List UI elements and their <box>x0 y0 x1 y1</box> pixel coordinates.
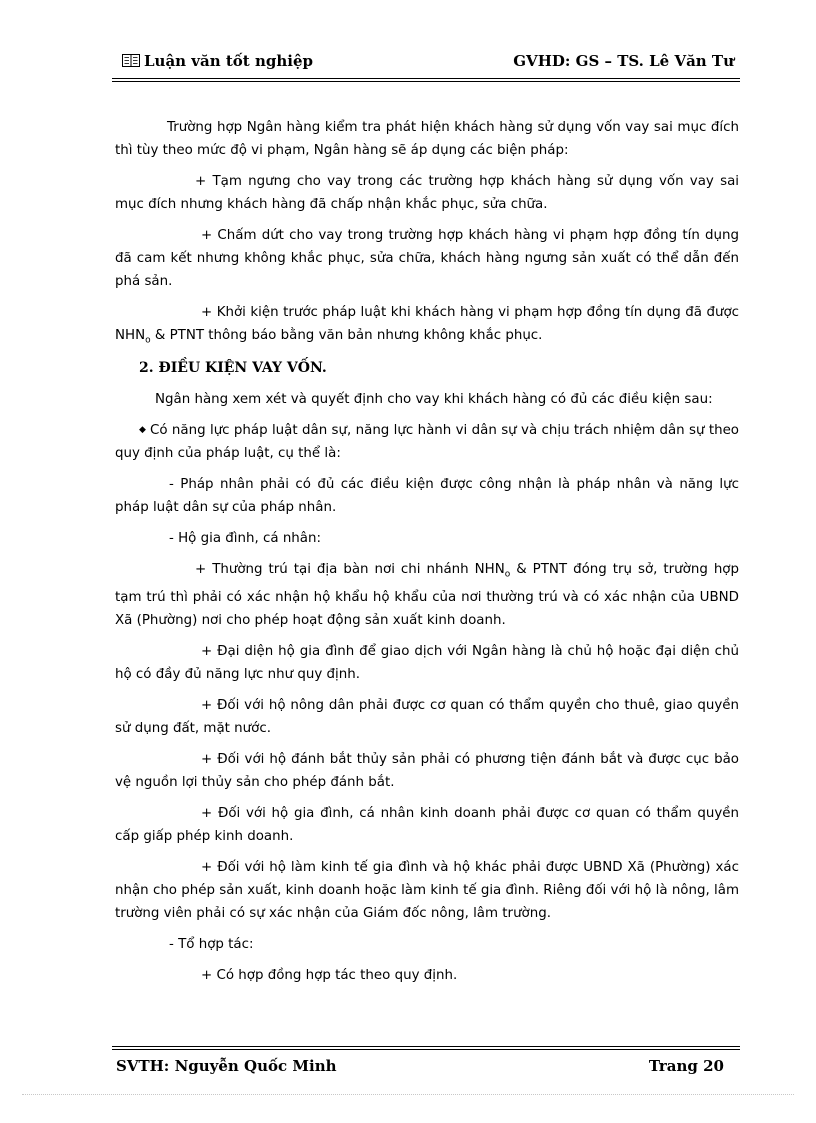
section-heading: 2. ĐIỀU KIỆN VAY VỐN. <box>139 359 327 376</box>
page-edge-dotted-line <box>22 1094 794 1095</box>
paragraph: Ngân hàng xem xét và quyết định cho vay khi khách hàng có đủ các điều kiện sau: <box>155 391 713 407</box>
header-rule-bottom <box>112 81 740 82</box>
footer-rule-bottom <box>112 1049 740 1050</box>
page-number: Trang 20 <box>648 1057 724 1075</box>
subscript: o <box>504 569 511 580</box>
paragraph: + Tạm ngưng cho vay trong các trường hợp khách hàng sử dụng vốn vay sai mục đích nhưng khách hàng đã chấp nhận khắc phục, sửa chữa. <box>115 174 739 212</box>
paragraph: + Đại diện hộ gia đình để giao dịch với Ngân hàng là chủ hộ hoặc đại diện chủ hộ có đầy đủ năng lực như quy định. <box>115 644 739 683</box>
paragraph: - Tổ hợp tác: <box>169 937 254 953</box>
header-left <box>122 52 313 70</box>
text-run: & PTNT thông báo bằng văn bản nhưng không khắc phục. <box>150 328 543 343</box>
paragraph: + Đối với hộ nông dân phải được cơ quan có thẩm quyền cho thuê, giao quyền sử dụng đất, mặt nước. <box>115 698 739 737</box>
paragraph: - Pháp nhân phải có đủ các điều kiện được công nhận là pháp nhân và năng lực pháp luật dân sự của pháp nhân. <box>115 476 739 515</box>
text-run: & PTNT đóng trụ sở, trường hợp tạm trú thì phải có xác nhận hộ khẩu hộ khẩu của nơi thường trú và có xác nhận của UBND Xã (Phường) nơi cho phép hoạt động sản xuất kinh doanh. <box>115 561 739 629</box>
advisor-name: GVHD: GS – TS. Lê Văn Tư <box>513 52 734 70</box>
page-footer <box>112 1057 738 1077</box>
paragraph: + Đối với hộ đánh bắt thủy sản phải có phương tiện đánh bắt và được cục bảo vệ nguồn lợi thủy sản cho phép đánh bắt. <box>115 752 739 791</box>
paragraph <box>115 558 739 633</box>
diamond-bullet-icon: ◆ <box>139 424 147 435</box>
paragraph: + Có hợp đồng hợp tác theo quy định. <box>201 968 458 984</box>
paragraph: Trường hợp Ngân hàng kiểm tra phát hiện khách hàng sử dụng vốn vay sai mục đích thì tùy theo mức độ vi phạm, Ngân hàng sẽ áp dụng các biện pháp: <box>115 120 739 158</box>
header-rule-top <box>112 78 740 79</box>
paragraph: + Đối với hộ làm kinh tế gia đình và hộ khác phải được UBND Xã (Phường) xác nhận cho phép sản xuất, kinh doanh hoặc làm kinh tế gia đình. Riêng đối với hộ là nông, lâm trường viên phải có sự xác nhận của Giám đốc nông, lâm trường. <box>115 860 739 922</box>
book-icon <box>122 54 140 67</box>
text-run: + Khởi kiện trước pháp luật khi khách hàng vi phạm hợp đồng tín dụng đã được NHN <box>115 305 739 343</box>
paragraph: - Hộ gia đình, cá nhân: <box>169 530 321 546</box>
paragraph <box>115 419 739 465</box>
footer-rule-top <box>112 1046 740 1047</box>
subscript: o <box>145 335 151 346</box>
text-run: + Thường trú tại địa bàn nơi chi nhánh NHN <box>195 561 505 577</box>
page-header <box>112 50 738 74</box>
paragraph: + Đối với hộ gia đình, cá nhân kinh doanh phải được cơ quan có thẩm quyền cấp giấp phép kinh doanh. <box>115 806 739 845</box>
thesis-title: Luận văn tốt nghiệp <box>144 52 313 70</box>
student-name: SVTH: Nguyễn Quốc Minh <box>116 1057 337 1075</box>
text-run: Có năng lực pháp luật dân sự, năng lực hành vi dân sự và chịu trách nhiệm dân sự theo quy định của pháp luật, cụ thể là: <box>115 422 739 461</box>
page-body <box>115 116 739 987</box>
paragraph: + Chấm dứt cho vay trong trường hợp khách hàng vi phạm hợp đồng tín dụng đã cam kết nhưng không khắc phục, sửa chữa, khách hàng ngưng sản xuất có thể dẫn đến phá sản. <box>115 228 739 289</box>
paragraph <box>115 301 739 353</box>
